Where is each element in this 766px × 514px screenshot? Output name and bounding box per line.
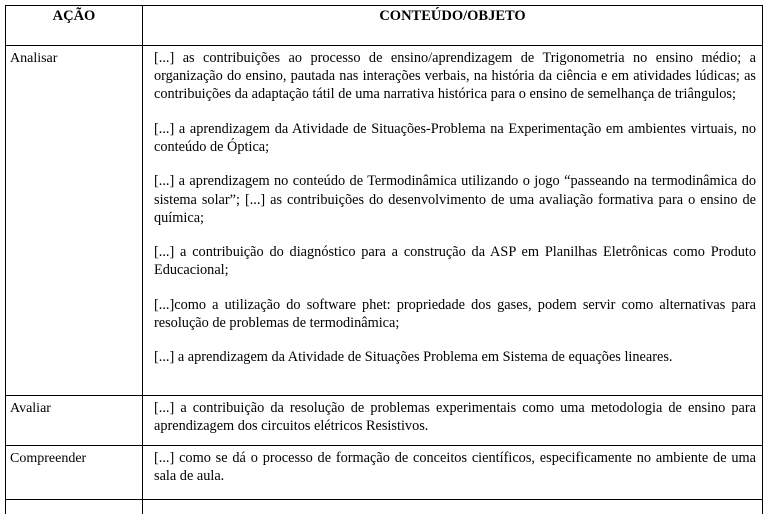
table-row-continued — [6, 500, 763, 514]
header-conteudo-objeto: CONTEÚDO/OBJETO — [143, 6, 763, 46]
table-row — [6, 46, 763, 396]
acao-cell-analisar: Analisar — [6, 46, 143, 396]
acao-cell-avaliar: Avaliar — [6, 396, 143, 446]
table-row — [6, 446, 763, 500]
content-paragraph: [...] como se dá o processo de formação de conceitos científicos, especificamente no ambiente de uma sala de aula. — [154, 449, 756, 485]
acao-cell-compreender: Compreender — [6, 446, 143, 500]
content-paragraph: [...] a aprendizagem da Atividade de Situações Problema em Sistema de equações lineares. — [154, 348, 756, 366]
content-paragraph: [...] a aprendizagem da Atividade de Situações-Problema na Experimentação em ambientes virtuais, no conteúdo de Óptica; — [154, 120, 756, 156]
conteudo-cell-avaliar — [143, 396, 763, 446]
action-content-table — [5, 5, 763, 514]
header-acao: AÇÃO — [6, 6, 143, 46]
content-paragraph: [...] a contribuição da resolução de problemas experimentais como uma metodologia de ensino para aprendizagem dos circuitos elétricos Resistivos. — [154, 399, 756, 435]
table-row — [6, 396, 763, 446]
content-paragraph: [...] as contribuições ao processo de ensino/aprendizagem de Trigonometria no ensino médio; a organização do ensino, pautada nas interações verbais, na história da ciência e em atividades lúdicas; as contribuições da adaptação tátil de uma narrativa histórica para o ensino de semelhança de triângulos; — [154, 49, 756, 104]
conteudo-cell-analisar — [143, 46, 763, 396]
conteudo-cell-compreender — [143, 446, 763, 500]
acao-cell-continued — [6, 500, 143, 514]
table-header-row — [6, 6, 763, 46]
content-paragraph: [...] a aprendizagem no conteúdo de Termodinâmica utilizando o jogo “passeando na termodinâmica do sistema solar”; [...] as contribuições do desenvolvimento de uma avaliação formativa para o ensino de química; — [154, 172, 756, 227]
content-paragraph: [...]como a utilização do software phet: propriedade dos gases, podem servir como alternativas para resolução de problemas de termodinâmica; — [154, 296, 756, 332]
conteudo-cell-continued — [143, 500, 763, 514]
content-paragraph: [...] a contribuição do diagnóstico para a construção da ASP em Planilhas Eletrônicas como Produto Educacional; — [154, 243, 756, 279]
